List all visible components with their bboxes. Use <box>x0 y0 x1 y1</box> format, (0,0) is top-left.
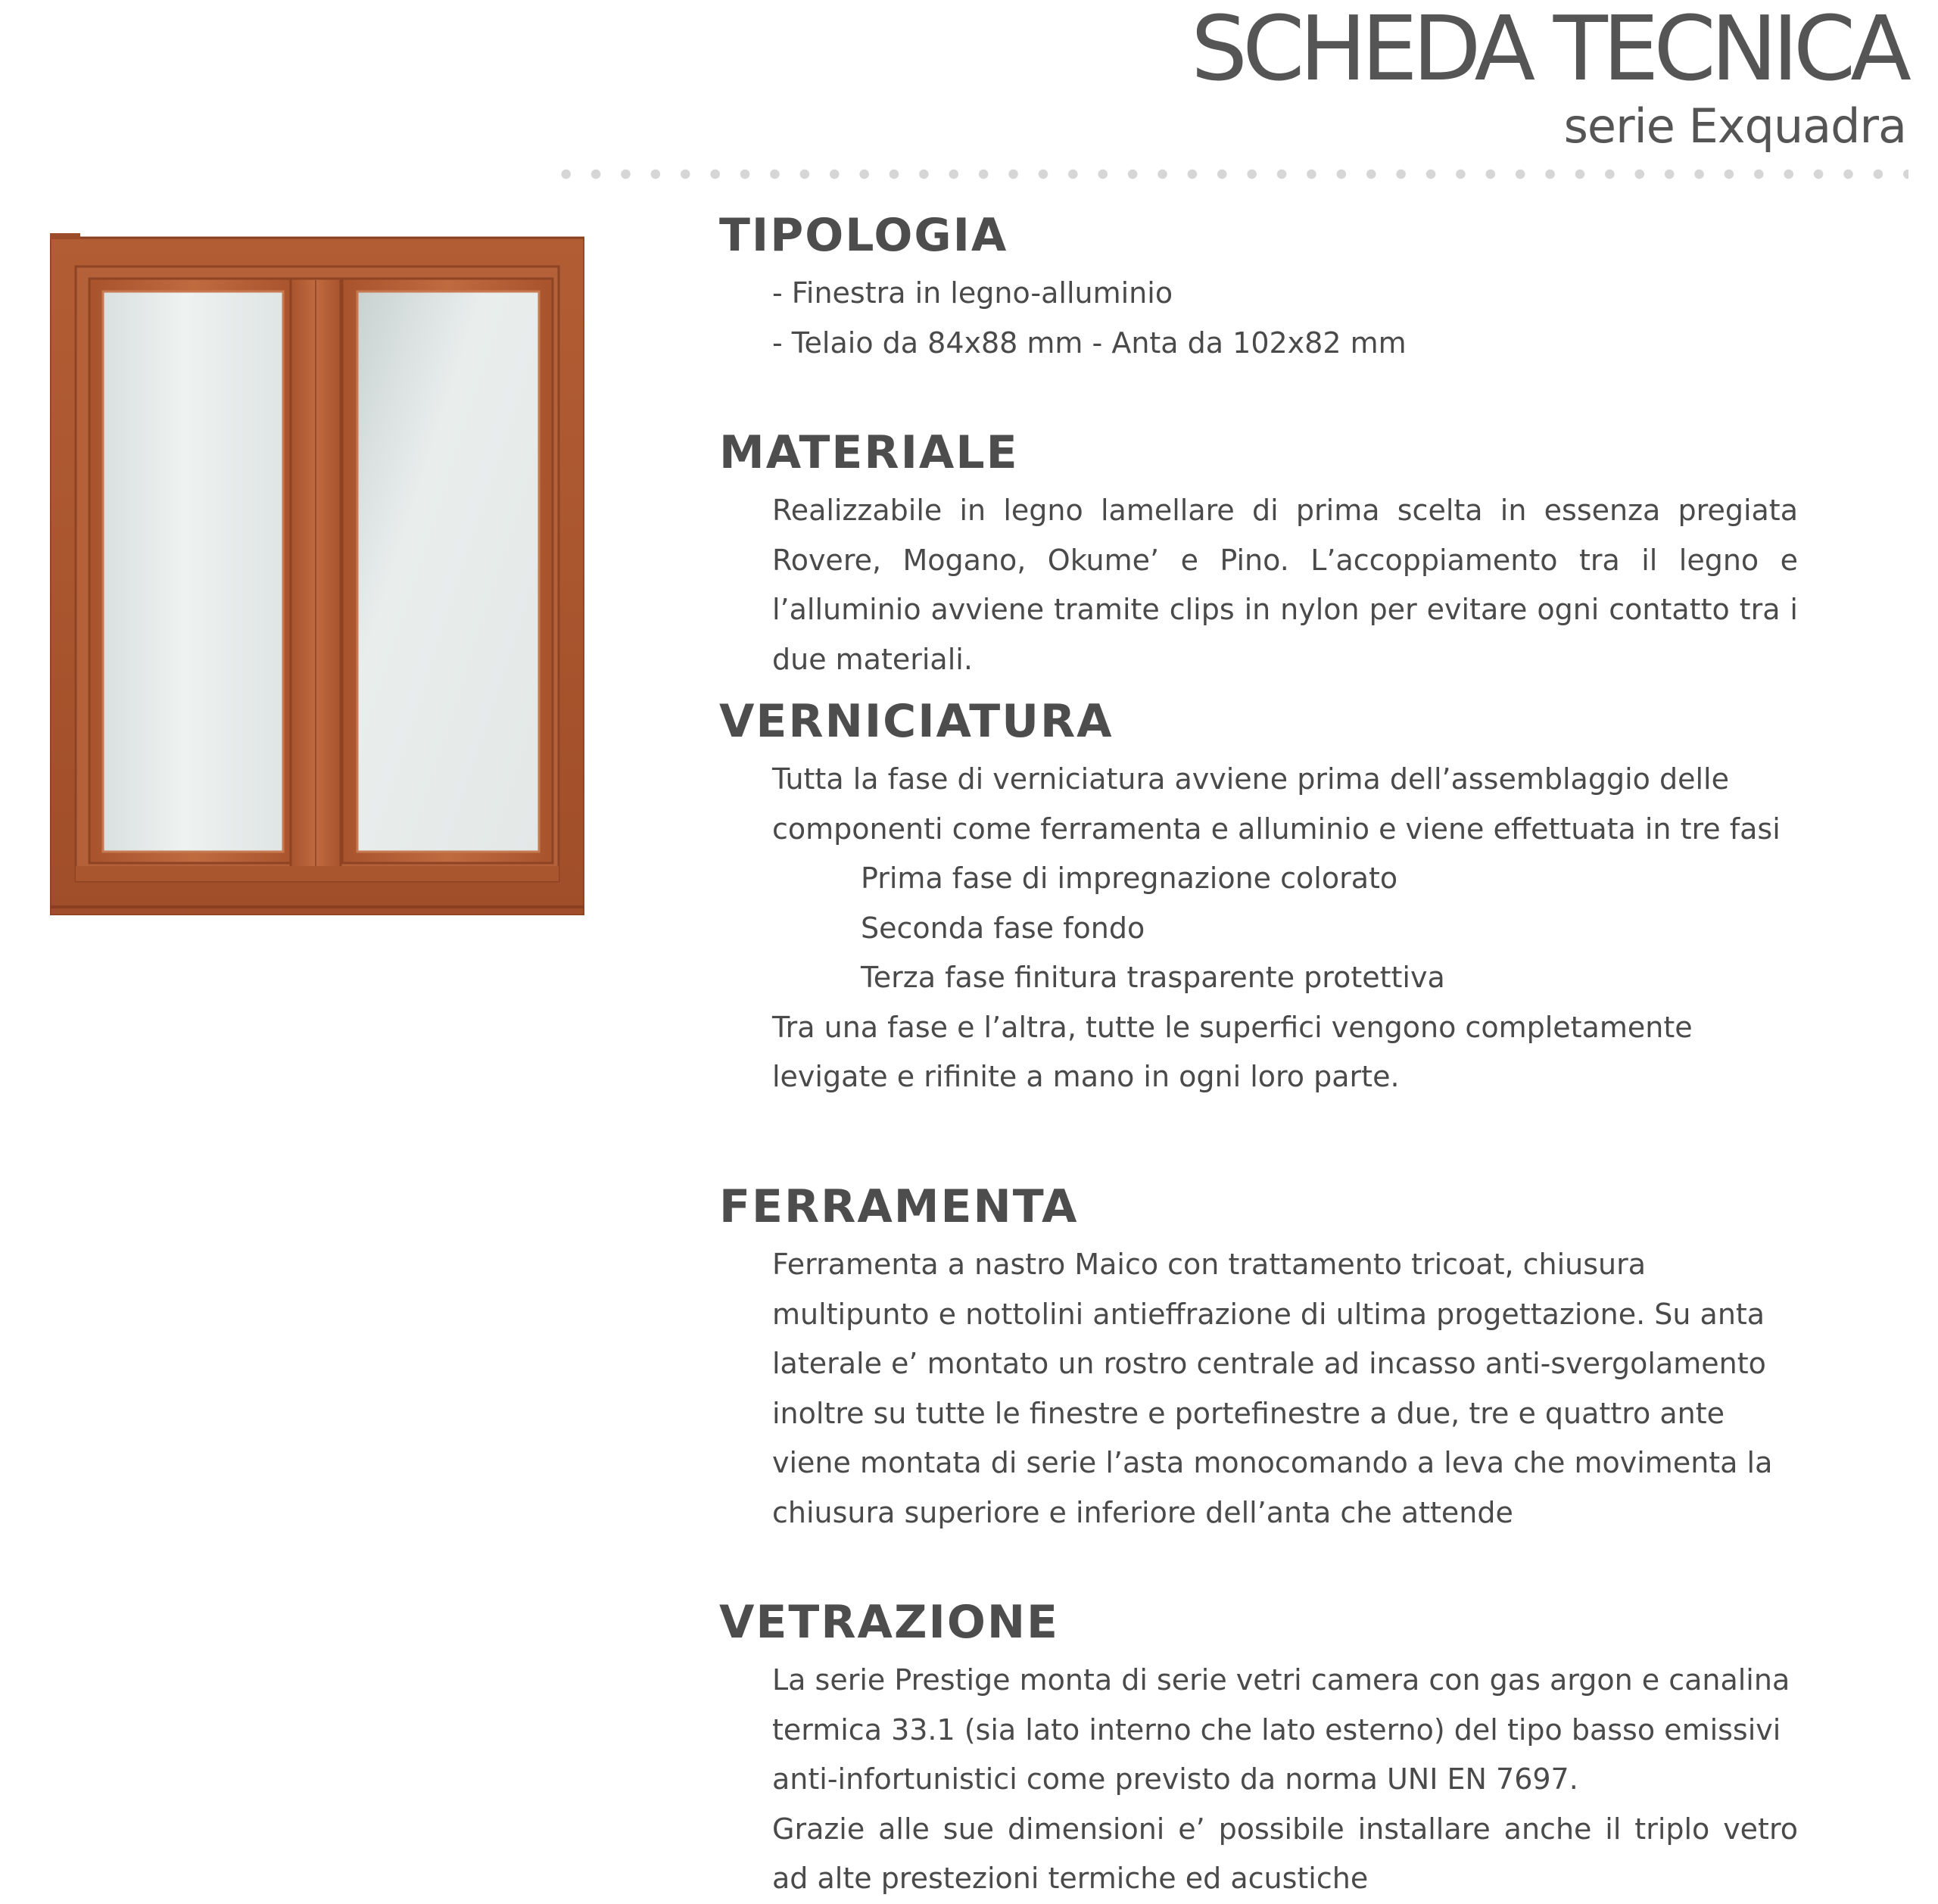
section-paragraph: La serie Prestige monta di serie vetri camera con gas argon e canalina termica 33.1 (sia lato interno che lato esterno) del tipo basso emissivi anti-infortunistici come previsto da norma UNI EN 7697. <box>772 1663 1790 1796</box>
window-illustration <box>50 233 584 915</box>
phase-item: Prima fase di impregnazione colorato <box>861 862 1398 895</box>
section-heading: VETRAZIONE <box>719 1596 1060 1649</box>
section-tipologia <box>719 208 1802 368</box>
phase-item: Terza fase finitura trasparente protettiva <box>861 961 1445 994</box>
section-body <box>772 269 1798 368</box>
section-paragraph: Grazie alle sue dimensioni e’ possibile installare anche il triplo vetro ad alte prestezioni termiche ed acustiche <box>772 1812 1798 1895</box>
section-materiale <box>719 425 1802 684</box>
section-heading: MATERIALE <box>719 426 1019 479</box>
section-heading: FERRAMENTA <box>719 1180 1079 1233</box>
section-vetrazione <box>719 1595 1802 1904</box>
section-paragraph: Ferramenta a nastro Maico con trattamento tricoat, chiusura multipunto e nottolini antieffrazione di ultima progettazione. Su anta laterale e’ montato un rostro centrale ad incasso anti-svergolamento inoltre su tutte le finestre e portefinestre a due, tre e quattro ante viene montata di serie l’asta monocomando a leva che movimenta la chiusura superiore e inferiore dell’anta che attende <box>772 1248 1773 1529</box>
left-glass <box>103 291 283 852</box>
right-glass <box>357 291 539 852</box>
section-body <box>772 755 1798 1102</box>
section-ferramenta <box>719 1179 1802 1538</box>
dotted-divider <box>551 168 1908 180</box>
section-heading: TIPOLOGIA <box>719 209 1008 262</box>
section-body <box>772 1656 1798 1904</box>
list-item: - Telaio da 84x88 mm - Anta da 102x82 mm <box>772 326 1407 360</box>
phase-item: Seconda fase fondo <box>861 911 1145 945</box>
page-subtitle: serie Exquadra <box>1563 98 1906 154</box>
section-paragraph: Tra una fase e l’altra, tutte le superfici vengono completamente levigate e rifinite a mano in ogni loro parte. <box>772 1010 1693 1093</box>
page-title: SCHEDA TECNICA <box>1191 0 1906 101</box>
list-item: - Finestra in legno-alluminio <box>772 276 1173 310</box>
section-paragraph: Realizzabile in legno lamellare di prima scelta in essenza pregiata Rovere, Mogano, Okume’ e Pino. L’accoppiamento tra il legno e l’alluminio avviene tramite clips in nylon per evitare ogni contatto tra i due materiali. <box>772 494 1798 676</box>
section-paragraph: Tutta la fase di verniciatura avviene prima dell’assemblaggio delle componenti come ferramenta e alluminio e viene effettuata in tre fasi <box>772 762 1781 846</box>
section-verniciatura <box>719 694 1802 1102</box>
section-heading: VERNICIATURA <box>719 695 1114 748</box>
